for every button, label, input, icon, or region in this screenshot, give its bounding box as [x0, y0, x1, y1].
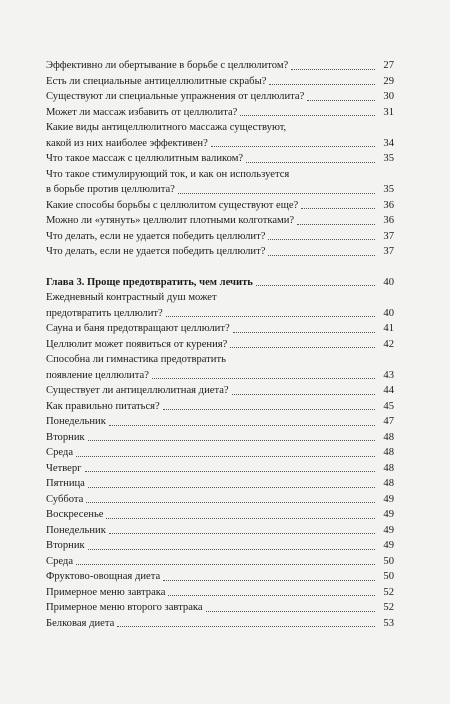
toc-entry-title: Какие способы борьбы с целлюлитом существуют еще?: [46, 199, 299, 211]
toc-entry-title: Сауна и баня предотвращают целлюлит?: [46, 323, 230, 334]
toc-entry-title: Примерное меню второго завтрака: [46, 602, 203, 613]
toc-leader: [76, 564, 375, 565]
toc-entry-title: Что такое стимулирующий ток, и как он используется: [46, 168, 290, 180]
toc-entry-title: Суббота: [46, 493, 84, 505]
toc-entry: [46, 430, 394, 446]
toc-page-number: 48: [383, 478, 394, 489]
toc-entry: [46, 229, 394, 245]
toc-page-number: 27: [383, 60, 394, 71]
toc-page-number: 53: [383, 617, 394, 629]
toc-entry-title: предотвратить целлюлит?: [46, 307, 163, 319]
toc-entry: [46, 569, 394, 585]
toc-entry: [46, 554, 394, 570]
toc-entry-title: Белковая диета: [46, 617, 115, 629]
toc-page-number: 49: [383, 540, 394, 551]
toc-leader: [307, 100, 375, 101]
toc-entry-title: какой из них наиболее эффективен?: [46, 137, 208, 149]
toc-page-number: 31: [383, 106, 394, 118]
toc-leader: [117, 626, 375, 627]
toc-section-chapter2-tail: [46, 58, 394, 260]
toc-entry-title: Понедельник: [46, 416, 106, 427]
toc-entry-title: Эффективно ли обертывание в борьбе с целлюлитом?: [46, 60, 289, 71]
toc-entry: [46, 461, 394, 477]
toc-page-number: 43: [383, 369, 394, 381]
toc-entry: [46, 120, 394, 136]
toc-entry-title: в борьбе против целлюлита?: [46, 184, 175, 195]
toc-page-number: 48: [383, 462, 394, 474]
toc-page-number: 36: [383, 199, 394, 211]
toc-page-number: 35: [383, 153, 394, 164]
section-gap: [46, 260, 394, 275]
toc-entry-title: Вторник: [46, 431, 85, 443]
toc-entry-title: Способна ли гимнастика предотвратить: [46, 354, 226, 365]
toc-chapter-title: Глава 3. Проще предотвратить, чем лечить: [46, 276, 253, 288]
toc-leader: [269, 84, 375, 85]
toc-entry: [46, 89, 394, 105]
toc-leader: [86, 502, 375, 503]
toc-leader: [230, 347, 375, 348]
toc-page-number: 36: [383, 215, 394, 226]
toc-entry: [46, 74, 394, 90]
toc-page-number: 49: [383, 509, 394, 520]
toc-entry: [46, 616, 394, 632]
toc-page-number: 44: [383, 385, 394, 396]
toc-page-number: 30: [383, 91, 394, 102]
toc-entry: [46, 182, 394, 198]
toc-entry-title: Может ли массаж избавить от целлюлита?: [46, 106, 238, 118]
toc-chapter-heading: [46, 275, 394, 291]
toc-entry-title: Существует ли антицеллюлитная диета?: [46, 385, 229, 396]
toc-leader: [297, 224, 375, 225]
toc-entry: [46, 151, 394, 167]
toc-entry: [46, 368, 394, 384]
toc-page-number: 29: [383, 75, 394, 87]
toc-page-number: 40: [383, 307, 394, 319]
toc-leader: [240, 115, 375, 116]
toc-leader: [168, 595, 375, 596]
toc-leader: [152, 378, 375, 379]
toc-leader: [85, 471, 375, 472]
toc-leader: [256, 285, 375, 286]
toc-page-number: 52: [383, 602, 394, 613]
toc-leader: [88, 487, 375, 488]
toc-page-number: 52: [383, 586, 394, 598]
toc-page-number: 37: [383, 230, 394, 242]
toc-page-number: 40: [383, 276, 394, 288]
toc-entry-title: Четверг: [46, 462, 82, 474]
toc-leader: [166, 316, 375, 317]
toc-entry: [46, 399, 394, 415]
toc-entry: [46, 383, 394, 399]
toc-entry-title: появление целлюлита?: [46, 369, 149, 381]
toc-leader: [233, 332, 375, 333]
toc-entry-title: Существуют ли специальные упражнения от целлюлита?: [46, 91, 305, 102]
toc-entry-title: Целлюлит может появиться от курения?: [46, 338, 228, 350]
toc-entry: [46, 105, 394, 121]
toc-page-number: 35: [383, 184, 394, 195]
toc-entry-title: Понедельник: [46, 524, 106, 536]
toc-entry: [46, 538, 394, 554]
toc-leader: [206, 611, 375, 612]
toc-page-number: 48: [383, 447, 394, 458]
toc-leader: [76, 456, 375, 457]
toc-page-number: 49: [383, 524, 394, 536]
toc-entry: [46, 337, 394, 353]
toc-page-number: 34: [383, 137, 394, 149]
toc-leader: [163, 409, 375, 410]
toc-entry: [46, 167, 394, 183]
toc-entry: [46, 58, 394, 74]
toc-page-number: 42: [383, 338, 394, 350]
toc-entry-title: Ежедневный контрастный душ может: [46, 292, 217, 303]
toc-leader: [109, 425, 375, 426]
toc-entry-title: Воскресенье: [46, 509, 104, 520]
toc-page-number: 50: [383, 571, 394, 582]
toc-leader: [163, 580, 375, 581]
toc-leader: [109, 533, 375, 534]
toc-entry-title: Среда: [46, 447, 74, 458]
toc-entry: [46, 445, 394, 461]
toc-entry: [46, 213, 394, 229]
toc-leader: [88, 549, 375, 550]
toc-entry-title: Какие виды антицеллюлитного массажа существуют,: [46, 122, 287, 133]
toc-entry: [46, 306, 394, 322]
toc-entry-title: Фруктово-овощная диета: [46, 571, 161, 582]
toc-leader: [232, 394, 375, 395]
toc-entry-title: Что делать, если не удается победить целлюлит?: [46, 230, 266, 242]
toc-entry: [46, 136, 394, 152]
toc-entry: [46, 523, 394, 539]
toc-entry: [46, 507, 394, 523]
toc-entry: [46, 198, 394, 214]
toc-entry-title: Можно ли «утянуть» целлюлит плотными колготками?: [46, 215, 295, 226]
toc-entry-title: Что такое массаж с целлюлитным валиком?: [46, 153, 244, 164]
toc-entry-title: Что делать, если не удается победить целлюлит?: [46, 246, 266, 257]
toc-leader: [291, 69, 375, 70]
toc-leader: [106, 518, 375, 519]
toc-entry-title: Пятница: [46, 478, 85, 489]
toc-page-number: 47: [383, 416, 394, 427]
toc-leader: [246, 162, 375, 163]
toc-entry: [46, 414, 394, 430]
toc-leader: [268, 255, 375, 256]
toc-leader: [268, 239, 375, 240]
toc-entry-title: Примерное меню завтрака: [46, 586, 166, 598]
toc-entry: [46, 290, 394, 306]
toc-entry-title: Среда: [46, 555, 74, 567]
toc-page-number: 48: [383, 431, 394, 443]
toc-page-number: 45: [383, 400, 394, 412]
toc-page-number: 41: [383, 323, 394, 334]
toc-entry: [46, 321, 394, 337]
toc-entry: [46, 352, 394, 368]
toc-entry: [46, 476, 394, 492]
toc-entry: [46, 244, 394, 260]
toc-page-number: 37: [383, 246, 394, 257]
toc-entry-title: Есть ли специальные антицеллюлитные скрабы?: [46, 75, 267, 87]
toc-entry: [46, 492, 394, 508]
toc-page-number: 50: [383, 555, 394, 567]
toc-leader: [211, 146, 375, 147]
toc-entry: [46, 585, 394, 601]
toc-leader: [178, 193, 375, 194]
toc-entry-title: Вторник: [46, 540, 85, 551]
toc-page-number: 49: [383, 493, 394, 505]
toc-entry-title: Как правильно питаться?: [46, 400, 160, 412]
toc-section-chapter3: [46, 290, 394, 631]
toc-leader: [88, 440, 375, 441]
toc-entry: [46, 600, 394, 616]
toc-leader: [301, 208, 375, 209]
